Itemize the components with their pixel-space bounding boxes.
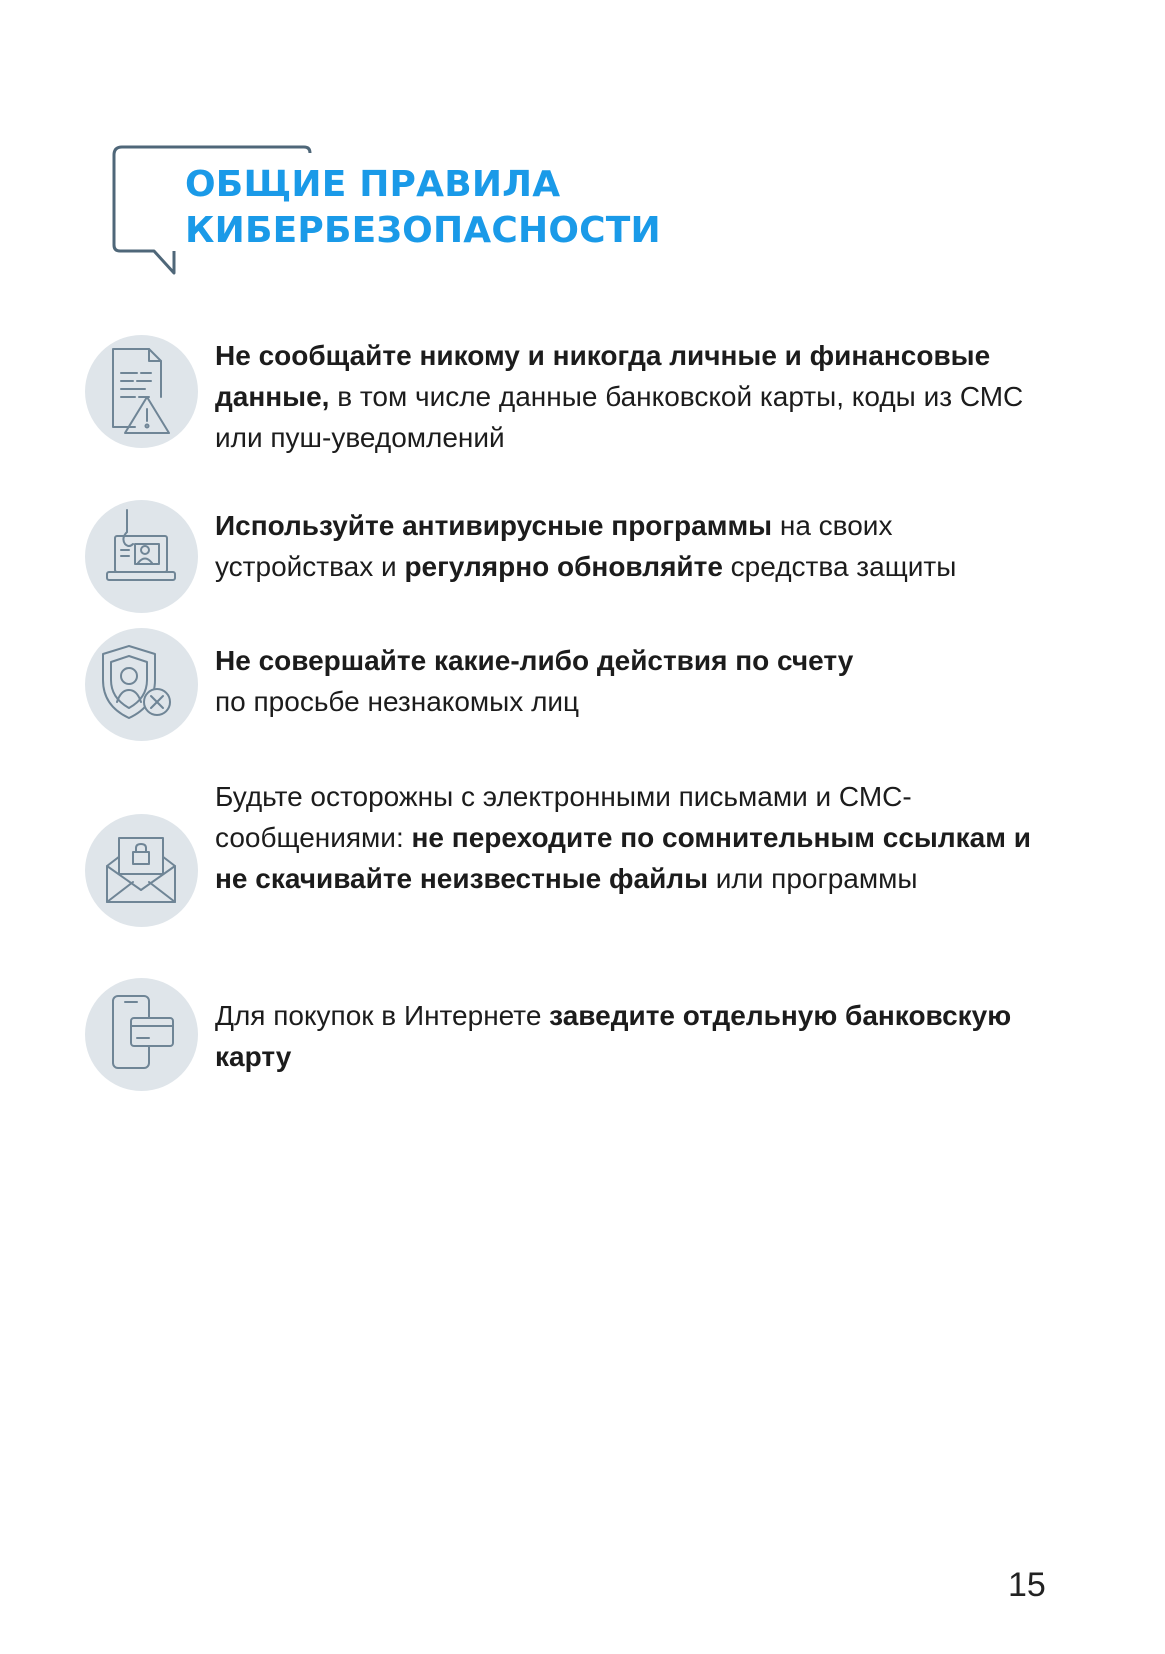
page-number: 15 xyxy=(1008,1566,1046,1604)
rule-text-bold: регулярно обновляйте xyxy=(404,551,723,582)
rule-text-bold: Не сообщайте никому и никогда личные и финансовые данные, xyxy=(215,340,991,412)
rule-text xyxy=(215,640,1045,722)
rule-text-bold: не переходите по сомнительным ссылкам и не скачивайте неизвестные файлы xyxy=(215,822,1031,894)
rule-text-regular: по просьбе незнакомых лиц xyxy=(215,686,580,717)
rule-text-regular: Будьте осторожны с электронными письмами и СМС-сообщениями: xyxy=(215,781,912,853)
page-title xyxy=(185,162,661,254)
page-title-line-2: КИБЕРБЕЗОПАСНОСТИ xyxy=(185,210,661,251)
rule-item xyxy=(85,995,1045,1108)
laptop-phishing-icon xyxy=(85,500,198,613)
rule-item xyxy=(85,776,1045,946)
rule-text-bold: заведите отдельную банковскую карту xyxy=(215,1000,1012,1072)
rule-text-regular: Для покупок в Интернете xyxy=(215,1000,550,1031)
rule-item xyxy=(85,640,1045,753)
rule-text xyxy=(215,505,1045,587)
rule-item xyxy=(85,505,1045,618)
rule-text-regular: или программы xyxy=(708,863,918,894)
rule-text-regular: средства защиты xyxy=(722,551,957,582)
rule-text xyxy=(215,776,1045,899)
rule-item xyxy=(85,335,1045,465)
rule-text-bold: Используйте антивирусные программы xyxy=(215,510,773,541)
rule-text xyxy=(215,335,1045,458)
document-warning-icon xyxy=(85,335,198,448)
rule-text-regular: на своих устройствах и xyxy=(215,510,893,582)
page-title-line-1: ОБЩИЕ ПРАВИЛА xyxy=(185,164,561,205)
envelope-lock-icon xyxy=(85,814,198,927)
rule-text xyxy=(215,995,1045,1077)
rule-text-bold: Не совершайте какие-либо действия по счету xyxy=(215,645,854,676)
rule-text-regular: в том числе данные банковской карты, коды из СМС или пуш-уведомлений xyxy=(215,381,1024,453)
shield-person-cross-icon xyxy=(85,628,198,741)
phone-card-icon xyxy=(85,978,198,1091)
